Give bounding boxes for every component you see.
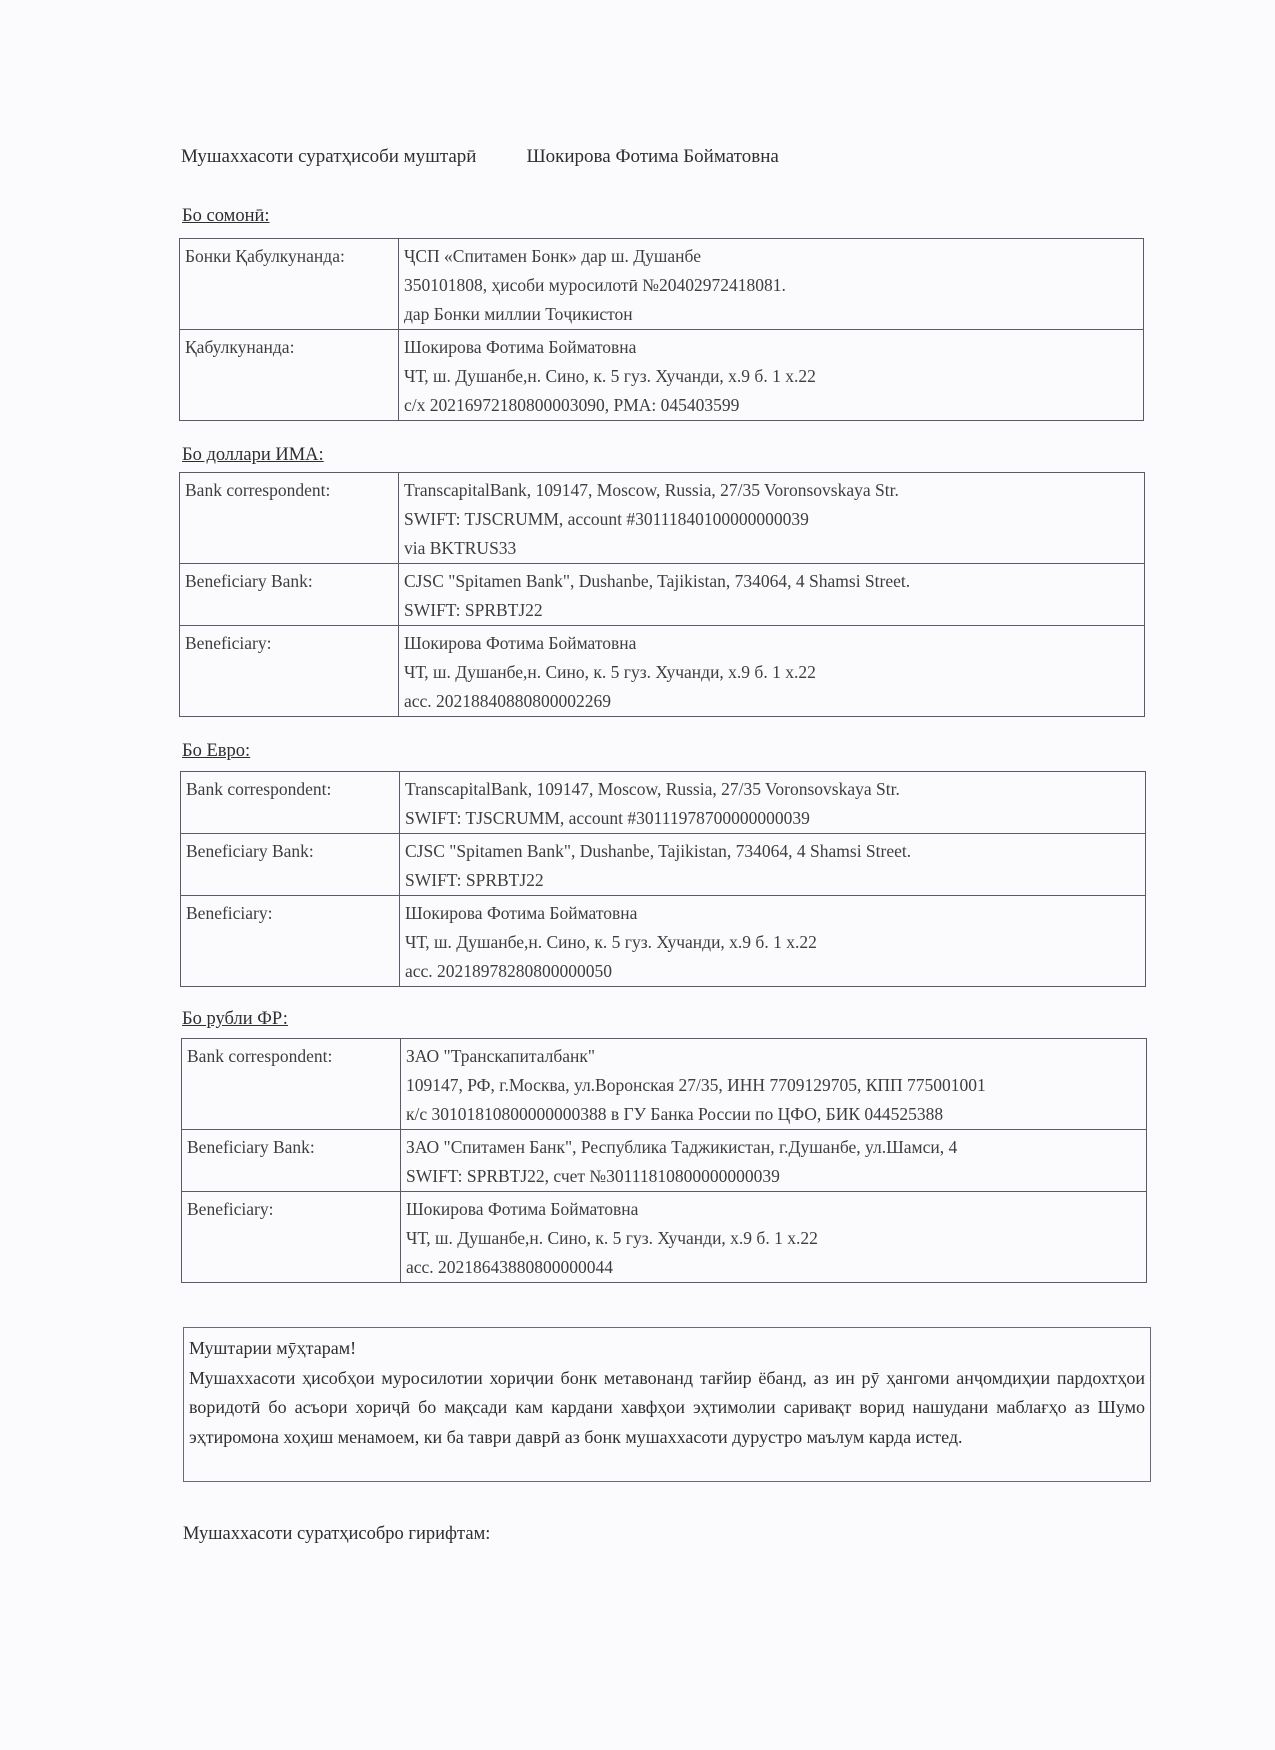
value-line: TranscapitalBank, 109147, Moscow, Russia, 27/35 Voronsovskaya Str. xyxy=(405,779,900,799)
section-title-rub: Бо рубли ФР: xyxy=(182,1009,288,1029)
value-line: Шокирова Фотима Бойматовна xyxy=(406,1199,639,1219)
value-line: ҶСП «Спитамен Бонк» дар ш. Душанбе xyxy=(404,246,701,266)
value-line: дар Бонки миллии Тоҷикистон xyxy=(404,304,633,324)
value-line: Шокирова Фотима Бойматовна xyxy=(405,903,638,923)
row-label: Бонки Қабулкунанда: xyxy=(180,239,399,330)
row-label: Қабулкунанда: xyxy=(180,330,399,421)
row-value xyxy=(400,772,1146,834)
requisites-table-eur xyxy=(180,771,1146,987)
table-row xyxy=(181,896,1146,987)
value-line: ЧТ, ш. Душанбе,н. Сино, к. 5 гуз. Хучанди, х.9 б. 1 х.22 xyxy=(404,662,816,682)
notice-box xyxy=(183,1327,1151,1482)
value-line: acc. 20218840880800002269 xyxy=(404,691,612,711)
row-value xyxy=(401,1039,1147,1130)
table-row xyxy=(182,1039,1147,1130)
value-line: 350101808, ҳисоби муросилотӣ №20402972418081. xyxy=(404,275,786,295)
notice-greeting: Муштарии мӯҳтарам! xyxy=(189,1338,357,1358)
value-line: SWIFT: TJSCRUMM, account #30111978700000000039 xyxy=(405,808,810,828)
row-label: Beneficiary: xyxy=(182,1192,401,1283)
value-line: CJSC "Spitamen Bank", Dushanbe, Tajikistan, 734064, 4 Shamsi Street. xyxy=(404,571,911,591)
value-line: 109147, РФ, г.Москва, ул.Воронская 27/35, ИНН 7709129705, КПП 775001001 xyxy=(406,1075,986,1095)
value-line: ЗАО "Транскапиталбанк" xyxy=(406,1046,596,1066)
document-title xyxy=(181,146,779,168)
received-label: Мушаххасоти суратҳисобро гирифтам: xyxy=(183,1524,491,1544)
client-name: Шокирова Фотима Бойматовна xyxy=(526,146,779,167)
value-line: SWIFT: TJSCRUMM, account #30111840100000000039 xyxy=(404,509,809,529)
value-line: acc. 20218643880800000044 xyxy=(406,1257,614,1277)
value-line: ЧТ, ш. Душанбе,н. Сино, к. 5 гуз. Хучанди, х.9 б. 1 х.22 xyxy=(404,366,816,386)
row-label: Beneficiary: xyxy=(181,896,400,987)
table-row xyxy=(180,626,1145,717)
row-value xyxy=(399,564,1145,626)
value-line: с/х 20216972180800003090, РМА: 045403599 xyxy=(404,395,740,415)
row-value xyxy=(401,1192,1147,1283)
value-line: к/с 30101810800000000388 в ГУ Банка России по ЦФО, БИК 044525388 xyxy=(406,1104,944,1124)
row-value xyxy=(400,834,1146,896)
notice-body: Мушаххасоти ҳисобҳои муросилотии хориҷии бонк метавонанд тағйир ёбанд, аз ин рӯ ҳангоми анҷомдиҳии пардохтҳои воридотӣ бо асъори хориҷӣ бо мақсади кам кардани хавфҳои эҳтимолии саривақт ворид нашудани маблағҳо аз Шумо эҳтиромона хоҳиш менамоем, ки ба таври даврӣ аз бонк мушаххасоти дурустро маълум карда истед. xyxy=(189,1367,1145,1447)
row-label: Beneficiary Bank: xyxy=(181,834,400,896)
row-value xyxy=(399,239,1144,330)
value-line: CJSC "Spitamen Bank", Dushanbe, Tajikistan, 734064, 4 Shamsi Street. xyxy=(405,841,912,861)
requisites-table-rub xyxy=(181,1038,1147,1283)
table-row xyxy=(181,834,1146,896)
table-row xyxy=(180,239,1144,330)
title-label: Мушаххасоти суратҳисоби муштарӣ xyxy=(181,146,477,167)
table-row xyxy=(182,1130,1147,1192)
row-label: Bank correspondent: xyxy=(181,772,400,834)
row-value xyxy=(400,896,1146,987)
value-line: Шокирова Фотима Бойматовна xyxy=(404,337,637,357)
row-label: Beneficiary Bank: xyxy=(180,564,399,626)
value-line: ЗАО "Спитамен Банк", Республика Таджикистан, г.Душанбе, ул.Шамси, 4 xyxy=(406,1137,958,1157)
section-title-usd: Бо доллари ИМА: xyxy=(182,445,324,465)
value-line: via BKTRUS33 xyxy=(404,538,517,558)
value-line: SWIFT: SPRBTJ22 xyxy=(405,870,544,890)
section-title-somoni: Бо сомонӣ: xyxy=(182,206,270,226)
value-line: ЧТ, ш. Душанбе,н. Сино, к. 5 гуз. Хучанди, х.9 б. 1 х.22 xyxy=(405,932,817,952)
table-row xyxy=(181,772,1146,834)
requisites-table-usd xyxy=(179,472,1145,717)
row-value xyxy=(399,626,1145,717)
table-row xyxy=(180,473,1145,564)
value-line: ЧТ, ш. Душанбе,н. Сино, к. 5 гуз. Хучанди, х.9 б. 1 х.22 xyxy=(406,1228,818,1248)
row-label: Beneficiary Bank: xyxy=(182,1130,401,1192)
row-label: Bank correspondent: xyxy=(182,1039,401,1130)
row-value xyxy=(399,330,1144,421)
table-row xyxy=(180,564,1145,626)
row-value xyxy=(399,473,1145,564)
value-line: Шокирова Фотима Бойматовна xyxy=(404,633,637,653)
table-row xyxy=(182,1192,1147,1283)
table-row xyxy=(180,330,1144,421)
row-label: Beneficiary: xyxy=(180,626,399,717)
value-line: SWIFT: SPRBTJ22, счет №30111810800000000039 xyxy=(406,1166,780,1186)
value-line: SWIFT: SPRBTJ22 xyxy=(404,600,543,620)
value-line: TranscapitalBank, 109147, Moscow, Russia, 27/35 Voronsovskaya Str. xyxy=(404,480,899,500)
value-line: acc. 20218978280800000050 xyxy=(405,961,613,981)
row-value xyxy=(401,1130,1147,1192)
requisites-table-somoni xyxy=(179,238,1144,421)
section-title-eur: Бо Евро: xyxy=(182,741,251,761)
row-label: Bank correspondent: xyxy=(180,473,399,564)
